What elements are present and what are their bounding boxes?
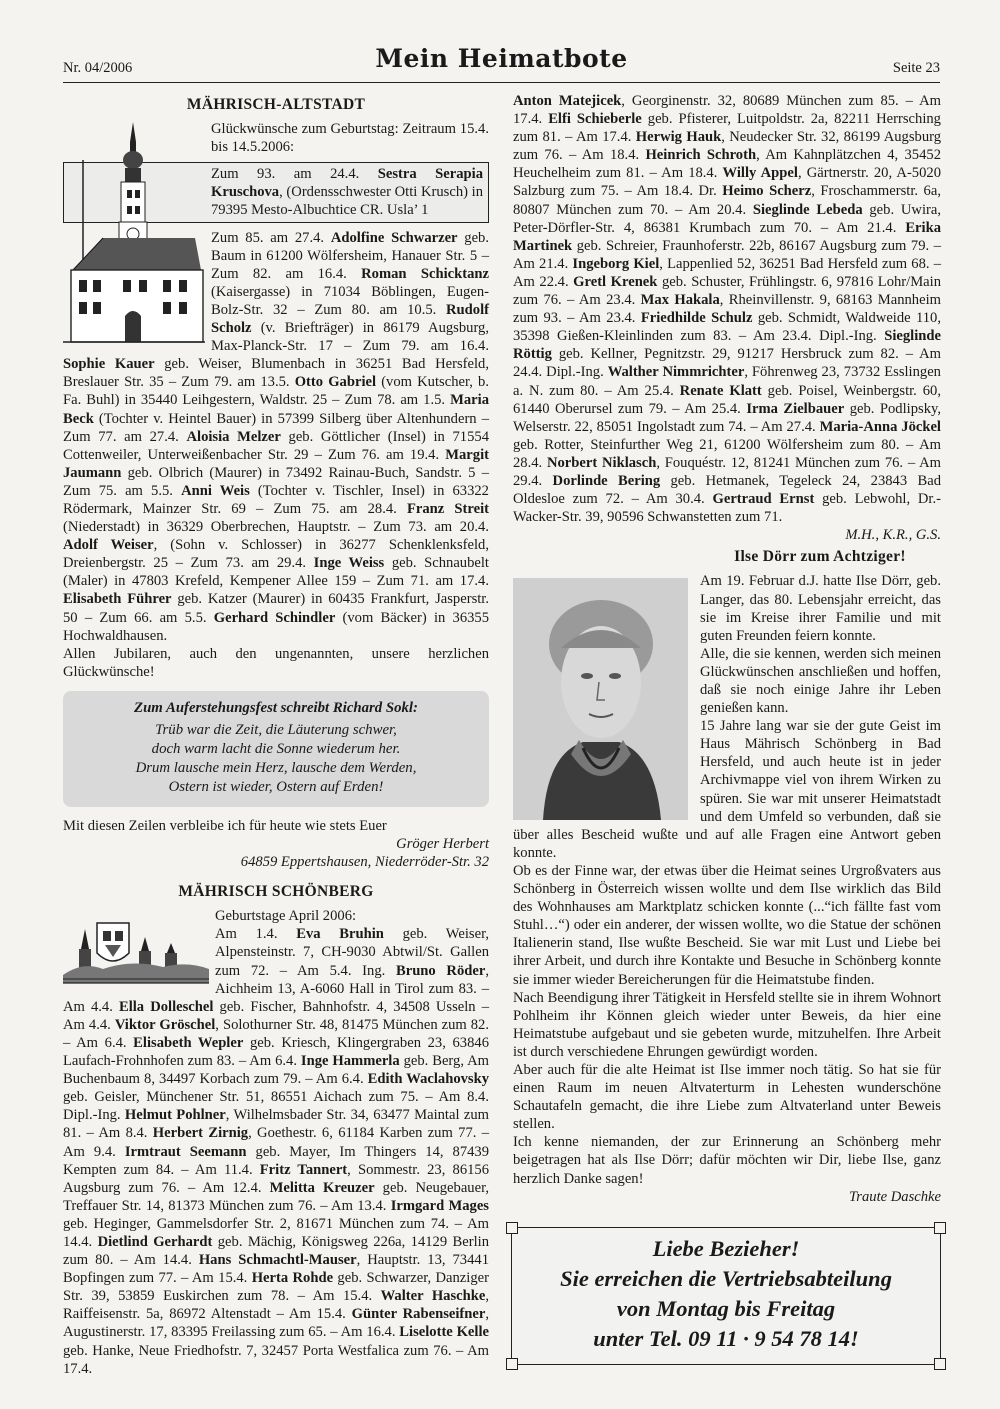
entry-details: , Raiffeisenstr. 5a, 86972 Altenstadt – Am 15.4. bbox=[63, 1288, 489, 1323]
entry-name: Inge Weiss bbox=[313, 555, 385, 572]
entry-name: Viktor Gröschel bbox=[114, 1016, 216, 1033]
entry-details: , Solothurner Str. 48, 81475 München zum 82. – Am 6.4. bbox=[63, 1016, 490, 1051]
schoenberg-signature: M.H., K.R., G.S. bbox=[845, 527, 941, 544]
entry-details: (vom Kutscher, b. Fa. Buhl) in 35440 Leihgestern, Waldstr. 25 – Zum 78. am 1.5. bbox=[63, 374, 489, 409]
entry-name: Ella Dolleschel bbox=[118, 998, 214, 1015]
right-column bbox=[513, 92, 941, 1206]
entry-name: Max Hakala bbox=[640, 292, 720, 309]
town-crest-illustration bbox=[63, 909, 209, 992]
entry-name: Fritz Tannert bbox=[259, 1161, 348, 1178]
entry-name: Heinrich Schroth bbox=[645, 147, 757, 164]
entry-name: Maria Beck bbox=[63, 392, 489, 427]
entry-name: Sophie Kauer bbox=[63, 356, 155, 373]
entry-name: Edith Waclahovsky bbox=[367, 1071, 490, 1088]
page-header bbox=[63, 44, 940, 83]
entry-name: Irma Zielbauer bbox=[746, 400, 845, 417]
entry-details: (Kaisergasse) in 71034 Böblingen, Eugen-Bolz-Str. 32 – Zum 80. am 10.5. bbox=[211, 283, 489, 318]
entry-name: Elisabeth Wepler bbox=[133, 1034, 244, 1051]
subscriber-notice-box bbox=[511, 1227, 941, 1365]
entry-name: Liselotte Kelle bbox=[399, 1324, 489, 1341]
entry-details: , Froschammerstr. 6a, 80807 München zum 70. – Am 20.4. bbox=[513, 183, 941, 218]
entry-name: Dorlinde Bering bbox=[552, 472, 661, 489]
entry-details: (Tochter v. Heintel Bauer) in 57399 Silberg über Altenhundern – Zum 77. am 27.4. bbox=[63, 410, 489, 445]
entry-details: (v. Briefträger) in 86179 Augsburg, Max-Planck-Str. 17 – Zum 79. am 16.4. bbox=[211, 320, 489, 355]
entry-name: Bruno Röder bbox=[395, 962, 486, 979]
entry-details: geb. Schmidt, Waldweide 110, 35398 Gießen-Kleinlinden zum 83. – Am 23.4. Dipl.-Ing. bbox=[513, 310, 942, 345]
farewell-name: Gröger Herbert bbox=[396, 836, 489, 852]
entry-date: Zum 85. am 27.4. bbox=[211, 229, 331, 246]
entry-name: Erika Martinek bbox=[513, 219, 941, 254]
entry-name: Melitta Kreuzer bbox=[269, 1179, 375, 1196]
entry-details: geb. Kriesch, Klingergraben 23, 63846 Laufach-Frohnhofen zum 83. – Am 6.4. bbox=[63, 1034, 489, 1070]
subscriber-phone-line: unter Tel. 09 11 · 9 54 78 14! bbox=[593, 1326, 859, 1351]
entry-details: geb. Poisel, Weinbergstr. 60, 61440 Oberursel zum 79. – Am 25.4. bbox=[513, 382, 941, 417]
entry-name: Inge Hammerla bbox=[300, 1053, 400, 1070]
altstadt-intro: Glückwünsche zum Geburtstag: Zeitraum 15.4. bis 14.5.2006: bbox=[211, 121, 489, 156]
article-paragraph: Am 19. Februar d.J. hatte Ilse Dörr, geb. Langer, das 80. Lebensjahr erreicht, das sie im Kreise ihrer Familie und mit guten Freunden feiern konnte. bbox=[700, 573, 941, 644]
subscriber-line: Liebe Bezieher! bbox=[652, 1236, 800, 1261]
entry-name: Adolfine Schwarzer bbox=[330, 229, 458, 246]
article-paragraph: Ob es der Finne war, der etwas über die Heimat seines Urgroßvaters aus Schönberg in Österreich wissen wollte und dem Ilse wirklich das Bild des Wohnhauses am Marktplatz schicken konnte (...“ich fällte fast vom Stuhl…“) oder ein anderer, der wissen wollte, wo die Statue der schönen Italienerin stand, Ilse wußte Bescheid. Sie war mit Lust und Liebe bei ihrer Arbeit, und durch ihre Kontakte und Besuche in Schönberg konnte sie immer wieder Bereicherungen für die Heimatstube finden. bbox=[513, 862, 941, 988]
entry-name: Ingeborg Kiel bbox=[572, 255, 660, 272]
entry-details: , Rheinvillenstr. 9, 68163 Mannheim zum 93. – Am 23.4. bbox=[513, 292, 941, 327]
entry-name: Irmgard Mages bbox=[390, 1197, 489, 1214]
entry-details: , Aichheim 13, A-6060 Hall in Tirol zum 83. – Am 4.4. bbox=[63, 962, 489, 1015]
entry-name: Margit Jaumann bbox=[63, 446, 489, 481]
schoenberg-list-part2 bbox=[513, 92, 941, 526]
entry-name: Maria-Anna Jöckel bbox=[819, 418, 941, 435]
entry-details: geb. Schnaubelt (Maler) in 47803 Krefeld, Kempener Allee 159 – Zum 71. am 17.4. bbox=[63, 555, 489, 590]
entry-name: Dietlind Gerhardt bbox=[97, 1233, 213, 1250]
entry-name: Gertraud Ernst bbox=[712, 491, 815, 508]
article-closing-text: Ich kenne niemanden, der zur Erinnerung an Schönberg mehr beigetragen hat als Ilse Dörr; dafür möchten wir Dir, liebe Ilse, ganz herzlich Danke sagen! bbox=[513, 1134, 941, 1187]
article-closing bbox=[513, 1133, 941, 1187]
box-corner bbox=[934, 1358, 946, 1370]
entry-name: Helmut Pohlner bbox=[124, 1107, 226, 1124]
entry-details: geb. Geisler, Münchener Str. 51, 86551 Aichach zum 75. – Am 8.4. Dipl.-Ing. bbox=[63, 1089, 489, 1124]
masthead-title: Mein Heimatbote bbox=[375, 44, 628, 73]
entry-details: , Neudecker Str. 32, 86199 Augsburg zum 76. – Am 18.4. bbox=[513, 129, 942, 164]
box-date: Zum 93. am 24.4. bbox=[211, 166, 378, 183]
entry-name: Herta Rohde bbox=[251, 1270, 334, 1287]
entry-name: Sieglinde Röttig bbox=[513, 328, 941, 363]
entry-details: , Sommestr. 23, 86156 Augsburg zum 76. – Am 12.4. bbox=[63, 1161, 490, 1196]
farewell-text: Mit diesen Zeilen verbleibe ich für heute wie stets Euer bbox=[63, 817, 387, 834]
entry-details: geb. Katzer (Maurer) in 60435 Frankfurt, Jasperstr. 50 – Zum 66. am 5.5. bbox=[63, 591, 490, 626]
entry-details: geb. Heginger, Gammelsdorfer Str. 2, 81671 München zum 74. – Am 14.4. bbox=[63, 1215, 489, 1250]
entry-details: geb. Neugebauer, Treffauer Str. 14, 81373 München zum 76. – Am 13.4. bbox=[63, 1179, 489, 1214]
entry-name: Renate Klatt bbox=[679, 382, 762, 399]
entry-details: geb. Schuster, Frühlingstr. 6, 97816 Lohr/Main zum 76. – Am 23.4. bbox=[513, 273, 942, 309]
entry-details: geb. Podlipsky, Welserstr. 22, 85051 Ingolstadt zum 74. – Am 27.4. bbox=[513, 400, 941, 435]
entry-details: geb. Lebwohl, Dr.-Wacker-Str. 39, 90596 Schwanstetten zum 71. bbox=[513, 491, 941, 526]
entry-details: , (Sohn v. Schlosser) in 36277 Schenklenksfeld, Dreienbergstr. 25 – Zum 73. am 29.4. bbox=[63, 537, 489, 572]
page-number: Seite 23 bbox=[892, 60, 940, 76]
entry-details: geb. Schwarzer, Danziger Str. 39, 53859 Euskirchen zum 78. – Am 15.4. bbox=[63, 1270, 489, 1305]
town-hall-illustration bbox=[63, 120, 205, 351]
entry-name: Elisabeth Führer bbox=[63, 591, 172, 608]
entry-name: Heimo Scherz bbox=[722, 183, 812, 200]
altstadt-closing: Allen Jubilaren, auch den ungenannten, unsere herzlichen Glückwünsche! bbox=[63, 645, 489, 680]
entry-name: Aloisia Melzer bbox=[186, 428, 281, 445]
section-heading-schoenberg: MÄHRISCH SCHÖNBERG bbox=[178, 883, 374, 901]
entry-details: geb. Fischer, Bahnhofstr. 4, 34508 Usseln – Am 4.4. bbox=[63, 998, 489, 1033]
entry-details: geb. Pfisterer, Luitpoldstr. 2a, 82211 Herrsching zum 81. – Am 17.4. bbox=[513, 111, 941, 146]
issue-number: Nr. 04/2006 bbox=[63, 60, 133, 76]
entry-details: geb. Uwira, Peter-Dörfler-Str. 4, 86381 Krumbach zum 70. – Am 21.4. bbox=[513, 201, 941, 236]
entry-details: , Goethestr. 6, 61184 Karben zum 77. – Am 9.4. bbox=[63, 1125, 490, 1160]
entry-details: , Georginenstr. 32, 80689 München zum 85. – Am 17.4. bbox=[513, 93, 941, 128]
entry-name: Herbert Zirnig bbox=[152, 1125, 249, 1142]
subscriber-line: von Montag bis Freitag bbox=[616, 1296, 836, 1321]
entry-name: Friedhilde Schulz bbox=[640, 310, 753, 327]
poem-title: Zum Auferstehungsfest schreibt Richard Sokl: bbox=[134, 699, 418, 716]
entry-name: Hans Schmachtl-Mauser bbox=[198, 1252, 357, 1269]
left-column bbox=[63, 92, 489, 1378]
entry-name: Rudolf Scholz bbox=[211, 301, 489, 337]
entry-details: geb. Kellner, Pegnitzstr. 29, 91217 Hersbruck zum 82. – Am 24.4. Dipl.-Ing. bbox=[513, 346, 941, 381]
entry-name: Walter Haschke bbox=[380, 1288, 486, 1305]
entry-name: Gretl Krenek bbox=[573, 273, 658, 290]
poem-line: Trüb war die Zeit, die Läuterung schwer, bbox=[155, 721, 397, 738]
entry-name: Willy Appel bbox=[722, 165, 798, 182]
entry-name: Irmtraut Seemann bbox=[124, 1143, 247, 1160]
box-corner bbox=[934, 1222, 946, 1234]
box-details: , (Ordensschwester Otti Krusch) in 79395 Mesto-Albuchtice CR. Usla’ 1 bbox=[211, 184, 483, 219]
entry-name: Walther Nimmrichter bbox=[607, 364, 745, 381]
entry-name: Günter Rabenseifner bbox=[351, 1306, 486, 1323]
entry-name: Roman Schicktanz bbox=[361, 265, 489, 282]
entry-details: , Am Kahnplätzchen 4, 35452 Heuchelheim zum 81. – Am 18.4. bbox=[513, 147, 941, 182]
article-author: Traute Daschke bbox=[848, 1188, 941, 1205]
article-paragraph: 15 Jahre lang war sie der gute Geist im Haus Mährisch Schönberg in Bad Hersfeld, und auch heute ist in jeder Archivmappe viel von ihrem Wirken zu spüren. Sie war mit unserer Heimatstadt und dem Umfeld so verbunden, daß sie über alles Bescheid wußte und auf alle Fragen eine Antwort geben konnte. bbox=[513, 718, 941, 861]
entry-details: geb. Mächig, Königsweg 226a, 14129 Berlin zum 80. – Am 14.4. bbox=[63, 1233, 489, 1269]
entry-details: geb. Hetmanek, Tegeleck 24, 23843 Bad Oldesloe zum 72. – Am 30.4. bbox=[513, 472, 941, 508]
poem-line: Drum lausche mein Herz, lausche dem Werden, bbox=[135, 759, 417, 776]
schoenberg-list-part1 bbox=[63, 925, 489, 1377]
entry-details: geb. Weiser, Alpensteinstr. 7, CH-9030 Abtwil/St. Gallen zum 72. – Am 5.4. Ing. bbox=[215, 926, 489, 979]
entry-details: (Tochter v. Tischler, Insel) in 63322 Rödermark, Mainzer Str. 69 – Zum 75. am 28.4. bbox=[63, 482, 489, 517]
entry-name: Sieglinde Lebeda bbox=[752, 201, 863, 218]
entry-details: , Augustinerstr. 17, 83395 Freilassing zum 65. – Am 16.4. bbox=[63, 1306, 489, 1341]
easter-poem-box bbox=[63, 691, 489, 807]
article-paragraph: Aber auch für die alte Heimat ist Ilse immer noch tätig. So hat sie für einen Raum im neuen Altvaterturm in Lehesten wunderschöne Schautafeln gemacht, die ihre Liebe zum Altvaterland unter Beweis stellen. bbox=[513, 1061, 941, 1133]
entry-name: Anni Weis bbox=[181, 482, 250, 499]
entry-name: Eva Bruhin bbox=[296, 926, 384, 943]
box-corner bbox=[506, 1358, 518, 1370]
entry-name: Norbert Niklasch bbox=[546, 454, 657, 471]
entry-details: , Lappenlied 52, 36251 Bad Hersfeld zum 68. – Am 22.4. bbox=[513, 255, 941, 290]
article-heading: Ilse Dörr zum Achtziger! bbox=[734, 548, 906, 566]
farewell-address: 64859 Eppertshausen, Niederröder-Str. 32 bbox=[240, 854, 489, 871]
entry-details: geb. Olbrich (Maurer) in 73492 Rainau-Buch, Sandstr. 5 – Zum 75. am 5.5. bbox=[63, 464, 489, 499]
article-paragraph: Nach Beendigung ihrer Tätigkeit in Hersfeld stellte sie in ihrem Wohnort Pohlheim ihr Können gleich wieder unter Beweis, da hier eine Heimatstube aufgebaut und sie gebeten wurde, mitzuhelfen. Ihre Arbeit ist durch verschiedene Ehrungen gewürdigt worden. bbox=[513, 989, 941, 1060]
portrait-photo-ilse-doerr bbox=[513, 578, 688, 820]
entry-details: geb. Göttlicher (Insel) in 71554 Cottenweiler, Unterweißenbacher Str. 29 – Zum 76. am 19.4. bbox=[63, 428, 489, 463]
entry-name: Anton Matejicek bbox=[513, 93, 622, 109]
poem-line: doch warm lacht die Sonne wiederum her. bbox=[151, 740, 401, 757]
entry-name: Elfi Schieberle bbox=[548, 111, 642, 128]
entry-name: Franz Streit bbox=[406, 500, 489, 517]
schoenberg-intro: Geburtstage April 2006: bbox=[215, 908, 357, 925]
poem-line: Ostern ist wieder, Ostern auf Erden! bbox=[168, 778, 384, 795]
entry-details: , Hauptstr. 13, 73441 Bopfingen zum 77. – Am 15.4. bbox=[63, 1252, 489, 1287]
entry-details: (Niederstadt) in 36329 Oberbrechen, Hauptstr. – Zum 73. am 20.4. bbox=[63, 519, 489, 536]
box-corner bbox=[506, 1222, 518, 1234]
entry-name: Otto Gabriel bbox=[294, 374, 377, 391]
subscriber-line: Sie erreichen die Vertriebsabteilung bbox=[560, 1266, 892, 1291]
entry-details: (vom Bäcker) in 36355 Hochwaldhausen. bbox=[63, 609, 490, 644]
entry-details: , Föhrenweg 23, 73732 Esslingen a. N. zum 80. – Am 25.4. bbox=[513, 364, 941, 399]
entry-details: geb. Baum in 61200 Wölfersheim, Hanauer Str. 5 – Zum 82. am 16.4. bbox=[211, 229, 489, 282]
box-name: Sestra Serapia Kruschova bbox=[211, 166, 483, 201]
entry-details: , Fouquéstr. 12, 81241 München zum 76. – Am 29.4. bbox=[513, 454, 941, 489]
entry-name: Gerhard Schindler bbox=[213, 609, 336, 626]
entry-details: , Gärtnerstr. 20, A-5020 Salzburg zum 75. – Am 18.4. Dr. bbox=[513, 165, 941, 200]
entry-name: Adolf Weiser bbox=[63, 537, 154, 554]
entry-details: geb. Rotter, Steinfurther Weg 21, 61200 Wölfersheim zum 80. – Am 28.4. bbox=[513, 436, 941, 471]
entry-details: geb. Berg, Am Buchenbaum 8, 34497 Korbach zum 79. – Am 6.4. bbox=[63, 1053, 489, 1088]
entry-details: geb. Mayer, Im Thingers 14, 87439 Kempten zum 84. – Am 11.4. bbox=[63, 1143, 490, 1178]
entry-details: geb. Weiser, Blumenbach in 36251 Bad Hersfeld, Breslauer Str. 35 – Zum 79. am 13.5. bbox=[63, 356, 489, 391]
entry-date: Am 1.4. bbox=[215, 926, 297, 943]
section-heading-altstadt: MÄHRISCH-ALTSTADT bbox=[186, 96, 366, 113]
entry-details: geb. Schreier, Fraunhoferstr. 22b, 86167 Augsburg zum 79. – Am 21.4. bbox=[513, 237, 941, 272]
entry-details: geb. Hanke, Neue Friedhofstr. 7, 32457 Porta Westfalica zum 76. – Am 17.4. bbox=[63, 1342, 489, 1377]
entry-name: Herwig Hauk bbox=[635, 129, 722, 146]
entry-details: , Wilhelmsbader Str. 34, 63477 Maintal zum 81. – Am 8.4. bbox=[63, 1107, 489, 1142]
article-paragraph: Alle, die sie kennen, werden sich meinen Glückwünschen anschließen und hoffen, daß sie noch einige Jahre ihr Leben genießen kann. bbox=[700, 645, 941, 717]
